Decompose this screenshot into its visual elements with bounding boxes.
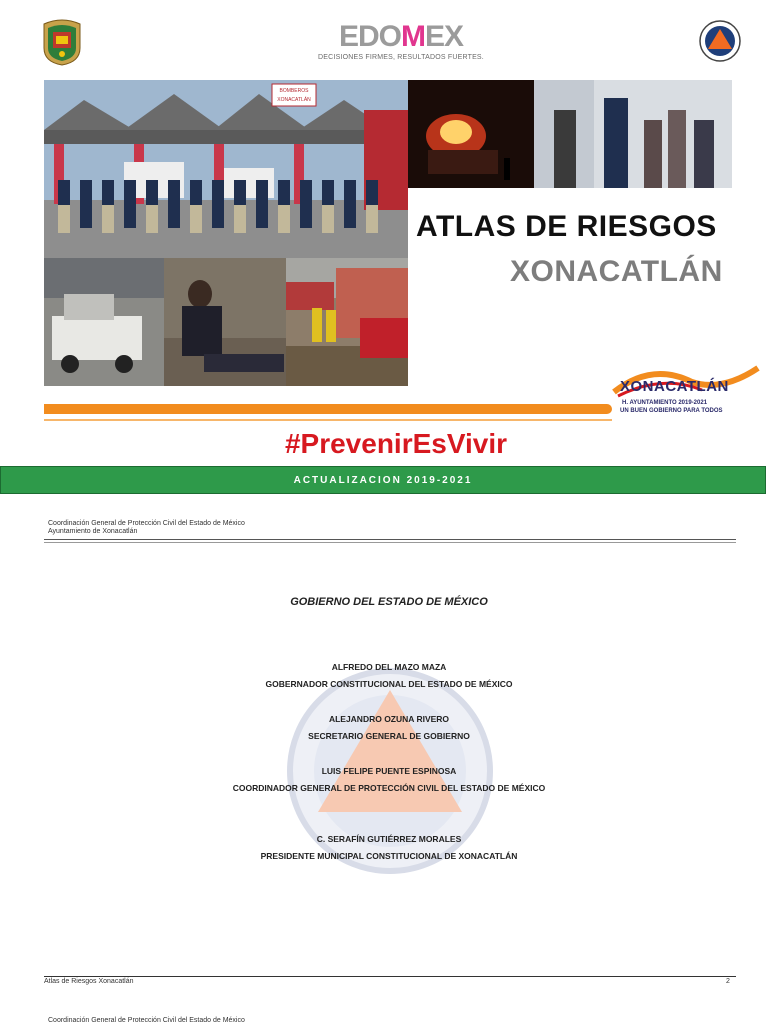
station-sign-top: BOMBEROS [279, 88, 309, 94]
official-role-2: SECRETARIO GENERAL DE GOBIERNO [308, 731, 470, 741]
fire-station-crew-photo [44, 80, 408, 258]
xonacatlan-logo-name: XONACATLÁN [620, 378, 729, 395]
update-band [0, 466, 766, 494]
truck-accident-photo [44, 258, 164, 386]
page-header-line2: Ayuntamiento de Xonacatlán [48, 528, 138, 535]
document-subtitle: XONACATLÁN [510, 255, 723, 288]
official-name-3: LUIS FELIPE PUENTE ESPINOSA [321, 766, 457, 776]
official-name-4: C. SERAFÍN GUTIÉRREZ MORALES [316, 834, 462, 844]
update-band-label: ACTUALIZACION 2019-2021 [293, 475, 473, 486]
first-aid-photo [164, 258, 286, 386]
orange-divider-bar [44, 404, 612, 414]
official-name-1: ALFREDO DEL MAZO MAZA [331, 662, 447, 672]
edomex-wordmark: EDOMEX [338, 20, 464, 53]
station-sign-bottom: XONACATLÁN [277, 97, 311, 103]
orange-divider-thin [44, 419, 612, 421]
hashtag-slogan: #PrevenirEsVivir [284, 428, 508, 459]
proteccion-civil-logo-icon [699, 20, 741, 62]
header-rule-secondary [44, 542, 736, 543]
official-role-4: PRESIDENTE MUNICIPAL CONSTITUCIONAL DE XONACATLÁN [260, 851, 518, 861]
training-session-photo [534, 80, 732, 188]
official-role-1: GOBERNADOR CONSTITUCIONAL DEL ESTADO DE MÉXICO [265, 679, 513, 689]
footer-document-name: Atlas de Riesgos Xonacatlán [44, 978, 134, 985]
xonacatlan-ayuntamiento-logo [612, 362, 760, 430]
official-role-3: COORDINADOR GENERAL DE PROTECCIÓN CIVIL DEL ESTADO DE MÉXICO [232, 783, 546, 793]
edomex-tagline: DECISIONES FIRMES, RESULTADOS FUERTES. [318, 54, 484, 61]
edomex-logo [316, 22, 486, 62]
official-name-2: ALEJANDRO OZUNA RIVERO [328, 714, 450, 724]
footer-rule [44, 976, 736, 977]
government-title: GOBIERNO DEL ESTADO DE MÉXICO [290, 596, 488, 608]
estado-de-mexico-seal-icon [40, 18, 84, 66]
next-page-header: Coordinación General de Protección Civil del Estado de México [48, 1017, 245, 1024]
xonacatlan-logo-line1: H. AYUNTAMIENTO 2019-2021 [622, 400, 708, 406]
footer-page-number: 2 [726, 978, 730, 985]
flood-rescue-photo [286, 258, 408, 386]
header-rule [44, 539, 736, 540]
night-fire-photo [408, 80, 534, 188]
document-title: ATLAS DE RIESGOS [416, 210, 717, 243]
xonacatlan-logo-line2: UN BUEN GOBIERNO PARA TODOS [620, 408, 723, 414]
page-header-line1: Coordinación General de Protección Civil del Estado de México [48, 520, 245, 527]
